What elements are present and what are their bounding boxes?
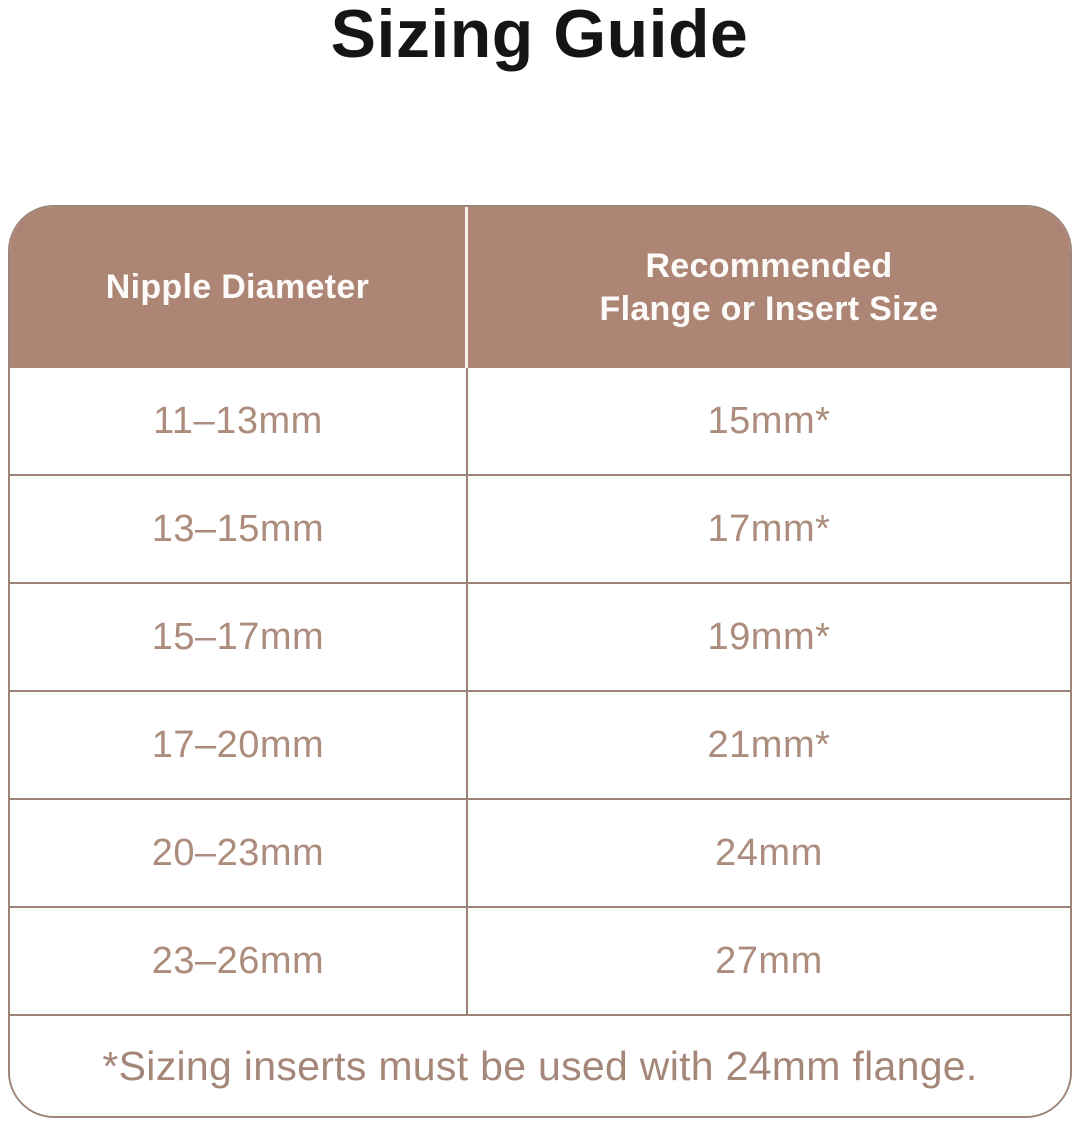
sizing-table <box>8 205 1072 1118</box>
flange-size-cell: 17mm* <box>707 507 831 550</box>
flange-size-cell: 24mm <box>715 831 823 874</box>
table-row <box>10 476 1070 584</box>
table-row <box>10 800 1070 908</box>
nipple-diameter-cell: 15–17mm <box>10 584 468 690</box>
nipple-diameter-cell: 23–26mm <box>10 908 468 1014</box>
flange-size-cell: 21mm* <box>707 723 831 766</box>
nipple-diameter-cell: 11–13mm <box>10 368 468 474</box>
column-header-flange-line-1: Recommended <box>645 246 893 285</box>
column-header-flange-size <box>468 207 1070 368</box>
nipple-diameter-cell: 13–15mm <box>10 476 468 582</box>
column-header-nipple-diameter: Nipple Diameter <box>10 207 468 368</box>
table-row <box>10 584 1070 692</box>
flange-size-cell: 15mm* <box>707 399 831 442</box>
nipple-diameter-cell: 20–23mm <box>10 800 468 906</box>
table-footnote: *Sizing inserts must be used with 24mm flange. <box>10 1016 1070 1116</box>
flange-size-cell: 27mm <box>715 939 823 982</box>
table-header-row <box>10 207 1070 368</box>
nipple-diameter-cell: 17–20mm <box>10 692 468 798</box>
table-row <box>10 908 1070 1016</box>
flange-size-cell: 19mm* <box>707 615 831 658</box>
column-header-flange-line-2: Flange or Insert Size <box>599 289 939 328</box>
table-row <box>10 368 1070 476</box>
table-row <box>10 692 1070 800</box>
page-title: Sizing Guide <box>330 0 749 72</box>
